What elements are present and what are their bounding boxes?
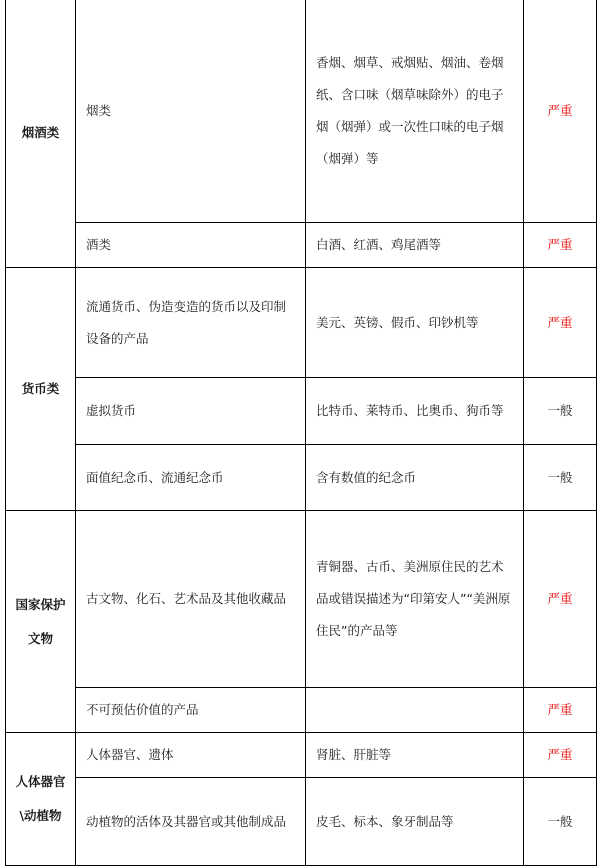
item-cell: 动植物的活体及其器官或其他制成品 bbox=[76, 778, 306, 866]
examples-cell: 美元、英镑、假币、印钞机等 bbox=[306, 268, 524, 378]
item-cell: 面值纪念币、流通纪念币 bbox=[76, 445, 306, 511]
table-row bbox=[6, 688, 597, 733]
level-cell: 一般 bbox=[524, 445, 597, 511]
table-row bbox=[6, 268, 597, 378]
level-cell: 严重 bbox=[524, 688, 597, 733]
examples-cell: 肾脏、肝脏等 bbox=[306, 733, 524, 778]
item-cell: 人体器官、遗体 bbox=[76, 733, 306, 778]
examples-cell: 皮毛、标本、象牙制品等 bbox=[306, 778, 524, 866]
item-cell: 古文物、化石、艺术品及其他收藏品 bbox=[76, 511, 306, 688]
level-cell: 严重 bbox=[524, 733, 597, 778]
level-cell: 一般 bbox=[524, 778, 597, 866]
examples-cell: 含有数值的纪念币 bbox=[306, 445, 524, 511]
level-cell: 严重 bbox=[524, 0, 597, 223]
table-row bbox=[6, 445, 597, 511]
item-cell: 流通货币、伪造变造的货币以及印制设备的产品 bbox=[76, 268, 306, 378]
item-cell: 不可预估价值的产品 bbox=[76, 688, 306, 733]
level-cell: 严重 bbox=[524, 268, 597, 378]
examples-cell: 香烟、烟草、戒烟贴、烟油、卷烟纸、含口味（烟草味除外）的电子烟（烟弹）或一次性口味的电子烟（烟弹）等 bbox=[306, 0, 524, 223]
category-cell: 国家保护文物 bbox=[6, 511, 76, 733]
category-cell: 人体器官\动植物 bbox=[6, 733, 76, 866]
level-cell: 严重 bbox=[524, 511, 597, 688]
examples-cell: 青铜器、古币、美洲原住民的艺术品或错误描述为“印第安人”“美洲原住民”的产品等 bbox=[306, 511, 524, 688]
table-row bbox=[6, 733, 597, 778]
table-row bbox=[6, 0, 597, 223]
level-cell: 一般 bbox=[524, 378, 597, 445]
table-row bbox=[6, 378, 597, 445]
table-row bbox=[6, 511, 597, 688]
level-cell: 严重 bbox=[524, 223, 597, 268]
item-cell: 虚拟货币 bbox=[76, 378, 306, 445]
category-cell: 货币类 bbox=[6, 268, 76, 511]
item-cell: 酒类 bbox=[76, 223, 306, 268]
prohibited-items-table bbox=[5, 0, 597, 866]
table-row bbox=[6, 778, 597, 866]
category-cell: 烟酒类 bbox=[6, 0, 76, 268]
item-cell: 烟类 bbox=[76, 0, 306, 223]
examples-cell bbox=[306, 688, 524, 733]
examples-cell: 白酒、红酒、鸡尾酒等 bbox=[306, 223, 524, 268]
table-row bbox=[6, 223, 597, 268]
examples-cell: 比特币、莱特币、比奥币、狗币等 bbox=[306, 378, 524, 445]
